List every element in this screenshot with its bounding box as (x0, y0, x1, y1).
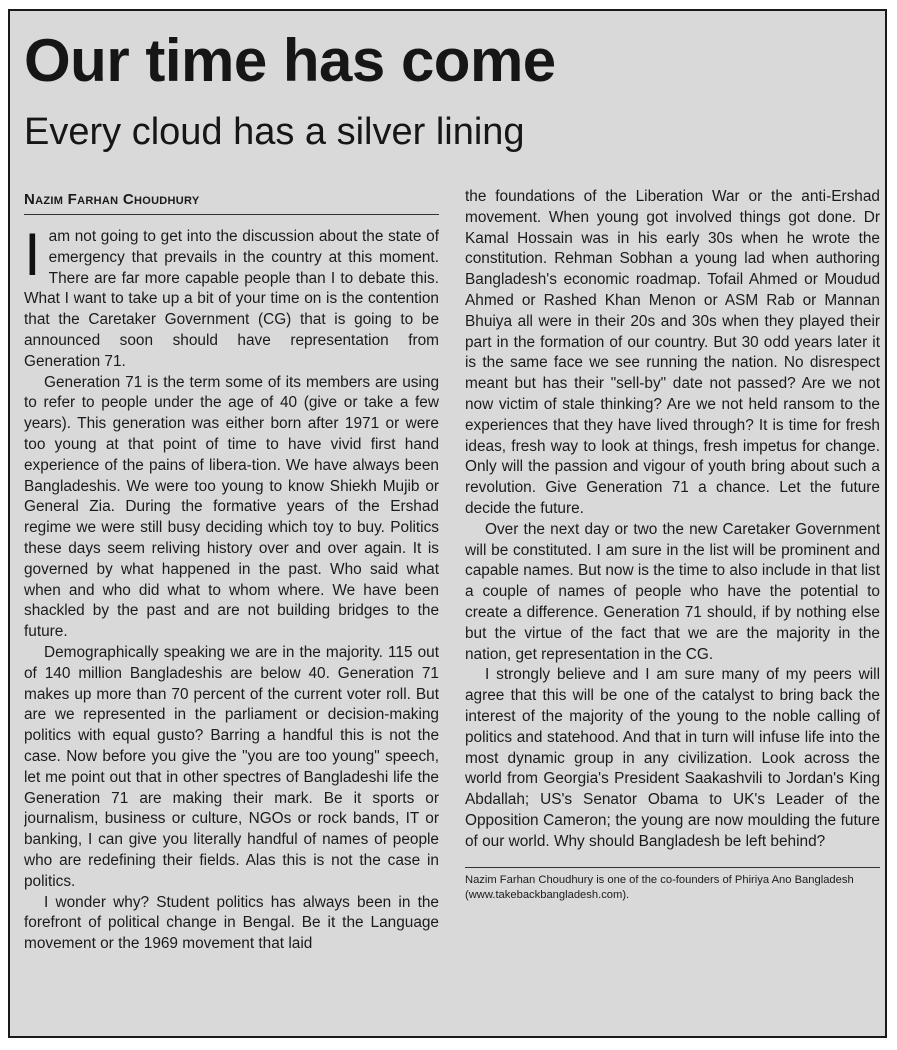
subheadline: Every cloud has a silver lining (24, 111, 525, 153)
paragraph-7: I strongly believe and I am sure many of my peers will agree that this will be one of the catalyst to bring back the interest of the majority of the young to the noble calling of politics and statehood. And that in turn will infuse life into the most dynamic group in any civilization. Look across the world from Georgia's President Saakashvili to Jordan's King Abdallah; US's Senator Obama to UK's Leader of the Opposition Cameron; the young are now moulding the future of our world. Why should Bangladesh be left behind? (465, 666, 880, 850)
headline: Our time has come (24, 27, 556, 94)
paragraph-6: Over the next day or two the new Caretaker Government will be constituted. I am sure in the list will be prominent and capable names. But now is the time to also include in that list a couple of names of people who have the potential to create a difference. Generation 71 should, if by nothing else but the virtue of the fact that we are the majority in the nation, get representation in the CG. (465, 520, 880, 663)
paragraph-4: I wonder why? Student politics has always been in the forefront of political change in Bengal. Be it the Language movement or the 1969 movement that laid (24, 893, 439, 953)
article-frame (8, 9, 887, 1038)
paragraph-2: Generation 71 is the term some of its members are using to refer to people under the age of 40 (give or take a few years). This generation was either born after 1971 or were too young at that point of time to have vivid first hand experience of the pains of libera-tion. We have always been Bangladeshis. We were too young to know Shiekh Mujib or General Zia. During the formative years of the Ershad regime we were still busy deciding which toy to buy. Politics these days seem reliving history over and over again. It is governed by what happened in the past. Who said what when and who did what to whom where. We have been shackled by the past and are not building bridges to the future. (24, 373, 439, 641)
column-right (465, 187, 880, 1033)
paragraph-3: Demographically speaking we are in the majority. 115 out of 140 million Bangladeshis are below 40. Generation 71 makes up more than 70 percent of the current voter roll. But are we represented in the parliament or decision-making politics with equal gusto? Barring a handful this is not the case. Now before you give the "you are too young" speech, let me point out that in other spectres of Bangladeshi life the Generation 71 are making their mark. Be it sports or journalism, business or culture, NGOs or rock bands, IT or banking, I can give you literally handful of names of people who are redefining their fields. Alas this is not the case in politics. (24, 643, 439, 890)
column-left (24, 227, 439, 1027)
byline: Nazim Farhan Choudhury (24, 191, 439, 215)
paragraph-1-text: am not going to get into the discussion about the state of emergency that prevails in the country at this moment. There are far more capable people than I to debate this. What I want to take up a bit of your time on is the contention that the Caretaker Government (CG) that is going to be announced soon should have representation from Generation 71. (24, 228, 439, 370)
drop-cap: I (24, 227, 41, 288)
author-bio: Nazim Farhan Choudhury is one of the co-founders of Phiriya Ano Bangladesh (www.takebackbangladesh.com). (465, 867, 880, 903)
paragraph-5: the foundations of the Liberation War or the anti-Ershad movement. When young got involved things got done. Dr Kamal Hossain was in his early 30s when he wrote the constitution. Rehman Sobhan a young lad when authoring Bangladesh's economic roadmap. Tofail Ahmed or Moudud Ahmed or Rashed Khan Menon or ASM Rab or Mannan Bhuiya all were in their 20s and 30s when they played their part in the formation of our country. But 30 odd years later it is the same face we see running the nation. No disrespect meant but has their "sell-by" date not passed? Are we not now victim of stale thinking? Are we not held ransom to the experiences that they have lived through? It is time for fresh ideas, fresh way to look at things, fresh impetus for change. Only will the passion and vigour of youth bring about such a revolution. Give Generation 71 a chance. Let the future decide the future. (465, 188, 880, 517)
paragraph-1 (24, 227, 439, 373)
